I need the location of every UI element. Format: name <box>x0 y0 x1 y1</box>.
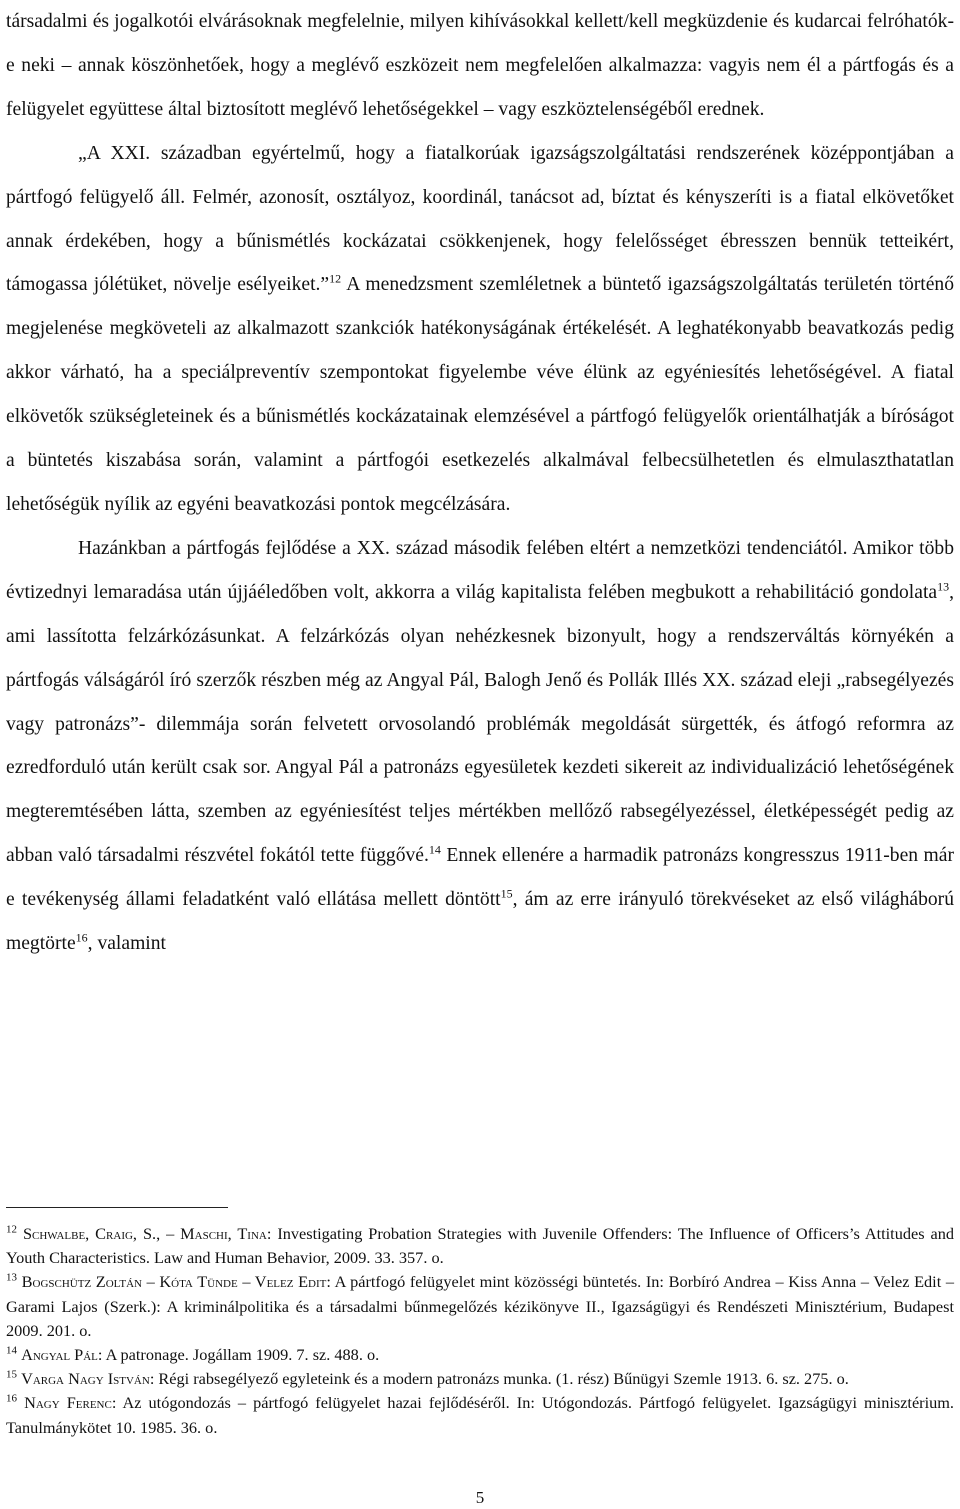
footnote-author: Schwalbe, Craig, S., – Maschi, Tina: <box>22 1224 272 1243</box>
footnotes <box>6 1222 954 1440</box>
paragraph-2-text-b: A menedzsment szemléletnek a büntető igazságszolgáltatás területén történő megjelenése megköveteli az alkalmazott szankciók hatékonyságának értékelését. A leghatékonyabb beavatkozás pedig akkor várható, ha a speciálpreventív szempontokat figyelembe véve élünk az egyéniesítés lehetőségével. A fiatal elkövetők szükségleteinek és a bűnismétlés kockázatainak elemzésével a pártfogó felügyelők orientálhatják a bíróságot a büntetés kiszabása során, valamint a pártfogói esetkezelés alkalmával felbecsülhetetlen és elmulaszthatatlan lehetőségük nyílik az egyéni beavatkozási pontok megcélzására. <box>6 274 955 515</box>
paragraph-2 <box>6 132 954 527</box>
footnote-ref-12[interactable]: 12 <box>329 271 342 286</box>
footnote-ref-13[interactable]: 13 <box>937 579 950 594</box>
footnote-ref-15[interactable]: 15 <box>500 886 513 901</box>
footnote-16 <box>6 1391 954 1439</box>
footnote-text: A patronage. Jogállam 1909. 7. sz. 488. o. <box>102 1345 380 1365</box>
footnote-author: Bogschütz Zoltán – Kóta Tünde – Velez Edit: <box>21 1272 331 1292</box>
paragraph-3 <box>6 527 954 966</box>
footnote-text: Investigating Probation Strategies with Juvenile Offenders: The Influence of Officers’s Attitudes and Youth Characteristics. Law and Human Behavior, 2009. 33. 357. o. <box>6 1224 954 1268</box>
footnote-15 <box>6 1367 954 1391</box>
footnote-text: Régi rabsegélyező egyleteink és a modern patronázs munka. (1. rész) Bűnügyi Szemle 1913. 6. sz. 275. o. <box>154 1369 849 1389</box>
footnote-author: Varga Nagy István: <box>21 1369 155 1389</box>
paragraph-1-text: társadalmi és jogalkotói elvárásoknak megfelelnie, milyen kihívásokkal kellett/kell megküzdenie és kudarcai felróhatók-e neki – annak köszönhetőek, hogy a meglévő eszközeit nem megfelelően alkalmazza: vagyis nem él a pártfogás és a felügyelet együttese által biztosított meglévő lehetőségekkel – vagy eszköztelenségéből erednek. <box>6 11 954 120</box>
paragraph-3-text-c: Ennek ellenére a harmadik patronázs kongresszus 1911-ben már e tevékenység állami feladatként való ellátása mellett döntött <box>6 845 954 911</box>
footnote-number: 16 <box>6 1393 17 1405</box>
paragraph-3-text-d: , ám az erre irányuló törekvéseket az első világháború megtörte <box>6 889 954 955</box>
footnote-number: 13 <box>6 1271 17 1284</box>
footnote-number: 12 <box>6 1223 17 1236</box>
footnote-ref-16[interactable]: 16 <box>75 930 88 945</box>
footnote-separator <box>6 1207 228 1208</box>
footnote-author: Angyal Pál: <box>21 1345 103 1365</box>
footnote-text: Az utógondozás – pártfogó felügyelet hazai fejlődéséről. In: Utógondozás. Pártfogó felügyelet. Igazságügyi minisztérium. Tanulmánykötet 10. 1985. 36. o. <box>6 1393 955 1437</box>
footnote-ref-14[interactable]: 14 <box>428 842 441 857</box>
paragraph-2-text-a: „A XXI. században egyértelmű, hogy a fiatalkorúak igazságszolgáltatási rendszerének középpontjában a pártfogó felügyelő áll. Felmér, azonosít, osztályoz, koordinál, tanácsot ad, bíztat és kényszeríti is a fiatal elkövetőket annak érdekében, hogy a bűnismétlés kockázatai csökkenjenek, hogy felelősséget ébresszen bennük tetteikért, támogassa jólétüket, növelje esélyeiket.” <box>6 142 954 296</box>
paragraph-3-text-a: Hazánkban a pártfogás fejlődése a XX. század második felében eltért a nemzetközi tendenciától. Amikor több évtizednyi lemaradása után újjáéledőben volt, akkorra a világ kapitalista felében megbukott a rehabilitáció gondolata <box>6 537 954 603</box>
document-page <box>6 0 954 966</box>
paragraph-3-text-b: , ami lassította felzárkózásunkat. A felzárkózás olyan nehézkesnek bizonyult, hogy a rendszerváltás környékén a pártfogás válságáról író szerzők részben még az Angyal Pál, Balogh Jenő és Pollák Illés XX. század eleji „rabsegélyezés vagy patronázs”- dilemmája során felvetett orvosolandó problémák megoldását sürgették, és átfogó reformra az ezredforduló után került csak sor. Angyal Pál a patronázs egyesületek kezdeti sikereit az individualizáció lehetőségének megteremtésében látta, szemben az egyéniesítést teljes mértékben mellőző rabsegélyezéssel, életképességét pedig az abban való társadalmi részvétel fokától tette függővé. <box>6 581 954 867</box>
body-text <box>6 0 954 966</box>
paragraph-1 <box>6 0 954 132</box>
footnote-number: 15 <box>6 1368 17 1381</box>
footnote-13 <box>6 1270 954 1343</box>
footnote-12 <box>6 1222 954 1270</box>
footnote-text: A pártfogó felügyelet mint közösségi büntetés. In: Borbíró Andrea – Kiss Anna – Velez Edit – Garami Lajos (Szerk.): A kriminálpolitika és a társadalmi bűnmegelőzés kézikönyve II., Igazságügyi és Rendészeti Minisztérium, Budapest 2009. 201. o. <box>6 1272 955 1340</box>
footnote-14 <box>6 1343 954 1367</box>
page-number: 5 <box>475 1488 485 1507</box>
footnote-author: Nagy Ferenc: <box>24 1393 117 1413</box>
footnote-number: 14 <box>6 1344 17 1357</box>
paragraph-3-text-e: , valamint <box>87 933 166 955</box>
